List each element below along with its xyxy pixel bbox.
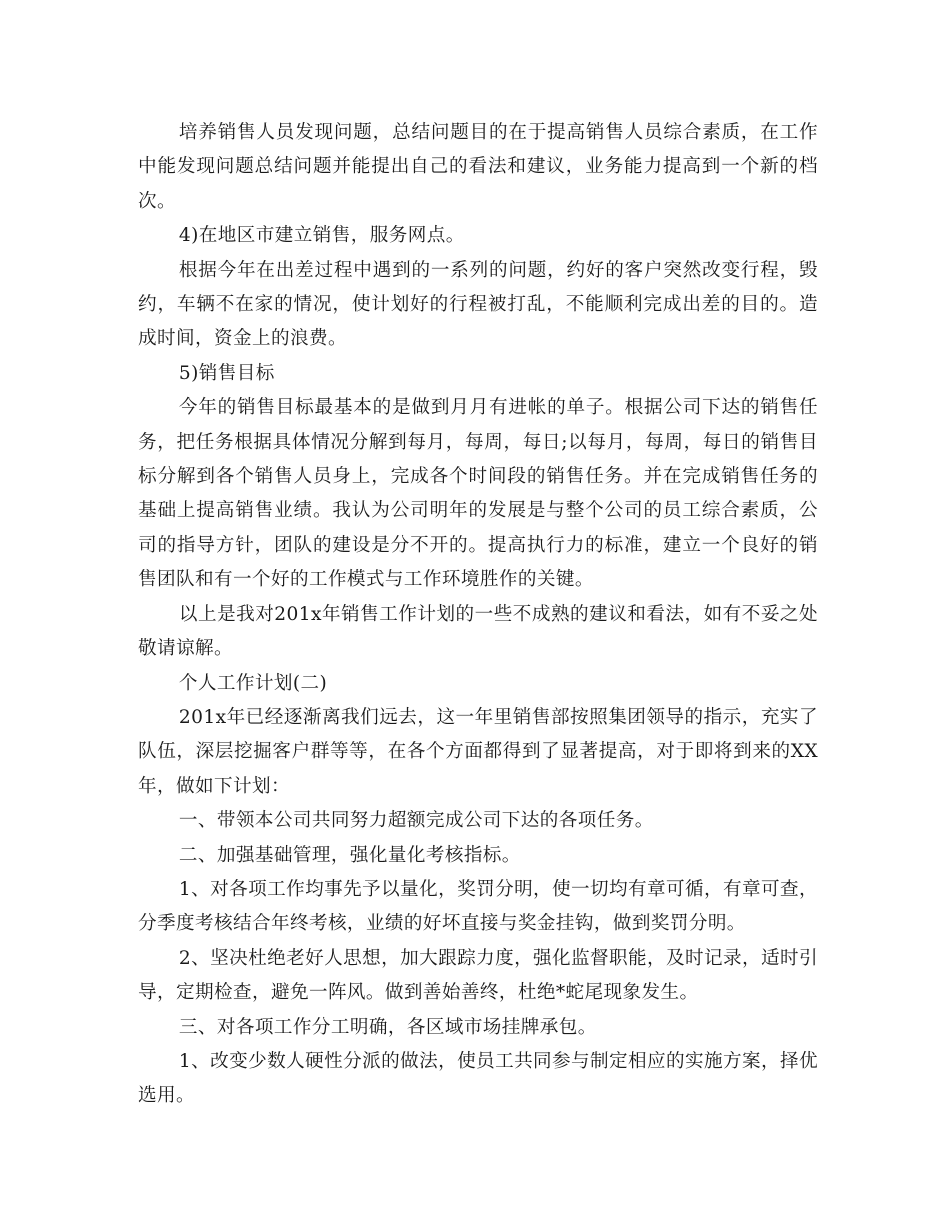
document-body — [138, 116, 818, 1114]
paragraph-1: 培养销售人员发现问题，总结问题目的在于提高销售人员综合素质，在工作中能发现问题总结问题并能提出自己的看法和建议，业务能力提高到一个新的档次。 — [138, 122, 818, 212]
paragraph-4: 5)销售目标 — [178, 362, 275, 384]
paragraph-13: 三、对各项工作分工明确，各区域市场挂牌承包。 — [178, 1016, 597, 1038]
paragraph-5: 今年的销售目标最基本的是做到月月有进帐的单子。根据公司下达的销售任务，把任务根据具体情况分解到每月，每周，每日;以每月，每周，每日的销售目标分解到各个销售人员身上，完成各个时间段的销售任务。并在完成销售任务的基础上提高销售业绩。我认为公司明年的发展是与整个公司的员工综合素质，公司的指导方针，团队的建设是分不开的。提高执行力的标准，建立一个良好的销售团队和有一个好的工作模式与工作环境胜作的关键。 — [138, 397, 818, 591]
paragraph-8: 201x年已经逐渐离我们远去，这一年里销售部按照集团领导的指示，充实了队伍，深层挖掘客户群等等，在各个方面都得到了显著提高，对于即将到来的XX年，做如下计划： — [138, 706, 818, 797]
paragraph-6: 以上是我对201x年销售工作计划的一些不成熟的建议和看法，如有不妥之处敬请谅解。 — [138, 603, 818, 660]
paragraph-3: 根据今年在出差过程中遇到的一系列的问题，约好的客户突然改变行程，毁约，车辆不在家的情况，使计划好的行程被打乱，不能顺利完成出差的目的。造成时间，资金上的浪费。 — [138, 259, 818, 350]
paragraph-11: 1、对各项工作均事先予以量化，奖罚分明，使一切均有章可循，有章可查，分季度考核结合年终考核，业绩的好坏直接与奖金挂钩，做到奖罚分明。 — [138, 878, 818, 935]
paragraph-9: 一、带领本公司共同努力超额完成公司下达的各项任务。 — [178, 810, 654, 832]
paragraph-12: 2、坚决杜绝老好人思想，加大跟踪力度，强化监督职能，及时记录，适时引导，定期检查，避免一阵风。做到善始善终，杜绝*蛇尾现象发生。 — [138, 947, 818, 1004]
section-heading: 个人工作计划(二) — [178, 672, 328, 694]
paragraph-10: 二、加强基础管理，强化量化考核指标。 — [178, 844, 521, 866]
paragraph-14: 1、改变少数人硬性分派的做法，使员工共同参与制定相应的实施方案，择优选用。 — [138, 1050, 818, 1107]
paragraph-2: 4)在地区市建立销售，服务网点。 — [178, 225, 465, 247]
